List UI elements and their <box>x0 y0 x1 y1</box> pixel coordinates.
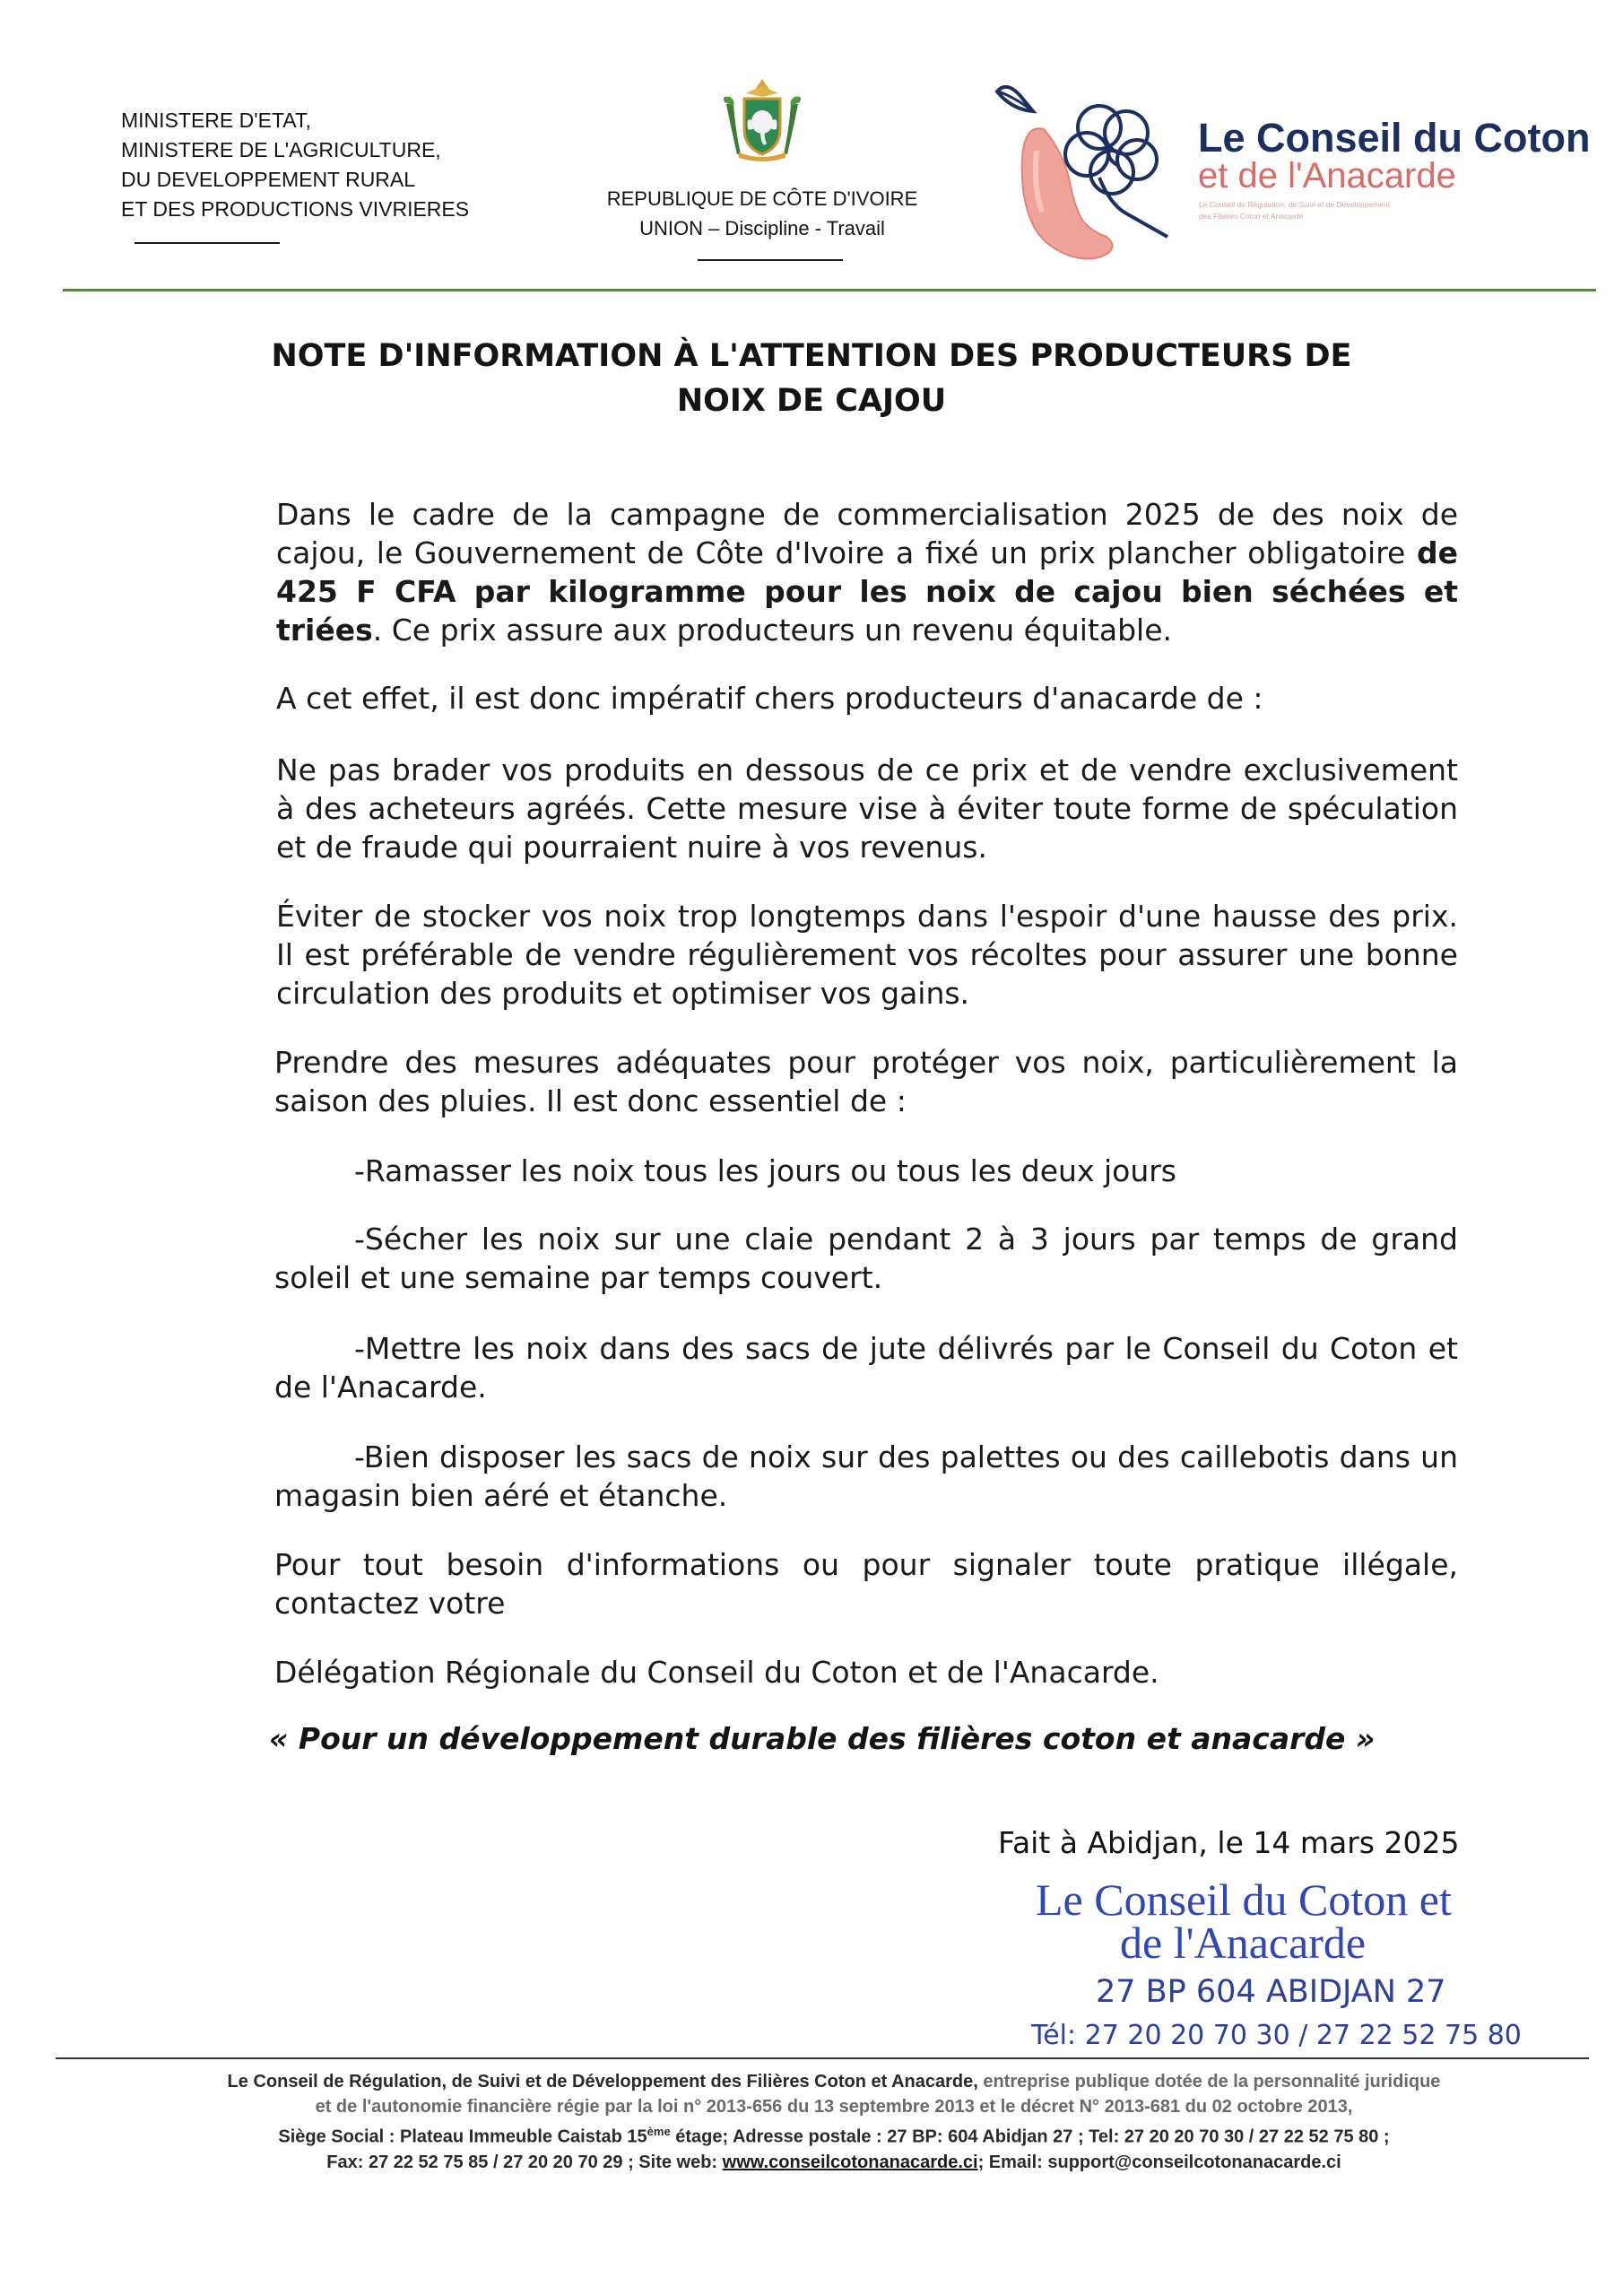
header-divider <box>63 289 1596 291</box>
stamp-address: 27 BP 604 ABIDJAN 27 <box>1096 1974 1446 2010</box>
cotton-boll-logo-icon <box>992 61 1198 276</box>
storage-advice-paragraph: Éviter de stocker vos noix trop longtemps dans l'espoir d'une hausse des prix. Il est préférable de vendre régulièrement vos récoltes pour assurer une bonne circulation des produits et optimiser vos gains. <box>276 899 1458 1011</box>
footer-org-name: Le Conseil de Régulation, de Suivi et de Développement des Filières Coton et Anacarde, <box>227 2072 978 2092</box>
republic-underline <box>698 259 843 261</box>
footer-org-status: entreprise publique dotée de la personnalité juridique <box>977 2072 1441 2092</box>
republic-block <box>556 184 968 243</box>
ministry-line: MINISTERE D'ETAT, <box>121 109 311 132</box>
ministry-line: DU DEVELOPPEMENT RURAL <box>121 168 416 191</box>
logo-subtitle-line: des Filières Coton et Anacarde <box>1199 212 1304 221</box>
republic-name: REPUBLIQUE DE CÔTE D'IVOIRE <box>606 187 918 210</box>
document-title: NOTE D'INFORMATION À L'ATTENTION DES PRODUCTEURS DE NOIX DE CAJOU <box>271 338 1352 419</box>
list-item: -Mettre les noix dans des sacs de jute délivrés par le Conseil du Coton et de l'Anacarde. <box>274 1331 1458 1405</box>
intro-text: Dans le cadre de la campagne de commercialisation 2025 de des noix de cajou, le Gouvernement de Côte d'Ivoire a fixé un prix plancher obligatoire <box>276 497 1458 570</box>
logo-subtitle-line: Le Conseil de Régulation, de Suivi et de Développement <box>1199 200 1391 209</box>
contact-paragraph: Pour tout besoin d'informations ou pour signaler toute pratique illégale, contactez votre <box>274 1547 1458 1621</box>
stamp-line: de l'Anacarde <box>1120 1918 1367 1968</box>
intro-text-end: . Ce prix assure aux producteurs un revenu équitable. <box>372 613 1173 648</box>
protection-paragraph: Prendre des mesures adéquates pour protéger vos noix, particulièrement la saison des pluies. Il est donc essentiel de : <box>274 1045 1458 1118</box>
delegation-line: Délégation Régionale du Conseil du Coton et de l'Anacarde. <box>274 1655 1159 1690</box>
ministry-line: MINISTERE DE L'AGRICULTURE, <box>121 138 441 161</box>
logo-title: Le Conseil du Coton <box>1198 115 1591 161</box>
footer-line <box>90 2150 1578 2175</box>
call-paragraph: A cet effet, il est donc impératif chers producteurs d'anacarde de : <box>276 681 1263 716</box>
logo-subtitle <box>1199 199 1390 222</box>
slogan: « Pour un développement durable des filières coton et anacarde » <box>269 1721 1376 1756</box>
logo-title-secondary: et de l'Anacarde <box>1198 156 1456 196</box>
floor-price-highlight: de 425 F CFA par kilogramme pour les noix de cajou bien séchées et triées <box>276 535 1458 648</box>
footer-address-rest: étage; Adresse postale : 27 BP: 604 Abidjan 27 ; Tel: 27 20 20 70 30 / 27 22 52 75 80 ; <box>670 2126 1390 2147</box>
intro-paragraph <box>276 495 1458 649</box>
coat-of-arms-icon <box>719 77 805 163</box>
selling-advice-paragraph: Ne pas brader vos produits en dessous de ce prix et de vendre exclusivement à des acheteurs agréés. Cette mesure vise à éviter toute forme de spéculation et de fraude qui pourraient nuire à vos revenus. <box>276 752 1458 865</box>
signature-date: Fait à Abidjan, le 14 mars 2025 <box>998 1825 1460 1860</box>
footer-line <box>90 2069 1578 2094</box>
footer-address: Siège Social : Plateau Immeuble Caistab 15 <box>278 2126 647 2147</box>
national-motto: UNION – Discipline - Travail <box>639 217 885 239</box>
ministry-line: ET DES PRODUCTIONS VIVRIERES <box>121 197 470 221</box>
ministry-block <box>121 106 587 224</box>
list-item: -Ramasser les noix tous les jours ou tous les deux jours <box>354 1153 1176 1188</box>
footer-divider <box>56 2057 1589 2059</box>
list-item: -Sécher les noix sur une claie pendant 2 à 3 jours par temps de grand soleil et une semaine par temps couvert. <box>274 1222 1458 1295</box>
stamp-phone: Tél: 27 20 20 70 30 / 27 22 52 75 80 <box>1031 2020 1522 2051</box>
website-link[interactable]: www.conseilcotonanacarde.ci <box>722 2152 978 2172</box>
footer <box>90 2069 1578 2175</box>
ministry-underline <box>135 242 280 244</box>
list-item: -Bien disposer les sacs de noix sur des palettes ou des caillebotis dans un magasin bien aéré et étanche. <box>274 1439 1458 1513</box>
footer-line: et de l'autonomie financière régie par la loi n° 2013-656 du 13 septembre 2013 et le décret N° 2013-681 du 02 octobre 2013, <box>315 2097 1353 2117</box>
stamp-line: Le Conseil du Coton et <box>1036 1874 1452 1925</box>
footer-fax: Fax: 27 22 52 75 85 / 27 20 20 70 29 ; Site web: <box>326 2152 723 2172</box>
footer-email: ; Email: support@conseilcotonanacarde.ci <box>977 2152 1341 2172</box>
footer-line <box>90 2119 1578 2150</box>
footer-address-sup: ème <box>647 2125 671 2138</box>
